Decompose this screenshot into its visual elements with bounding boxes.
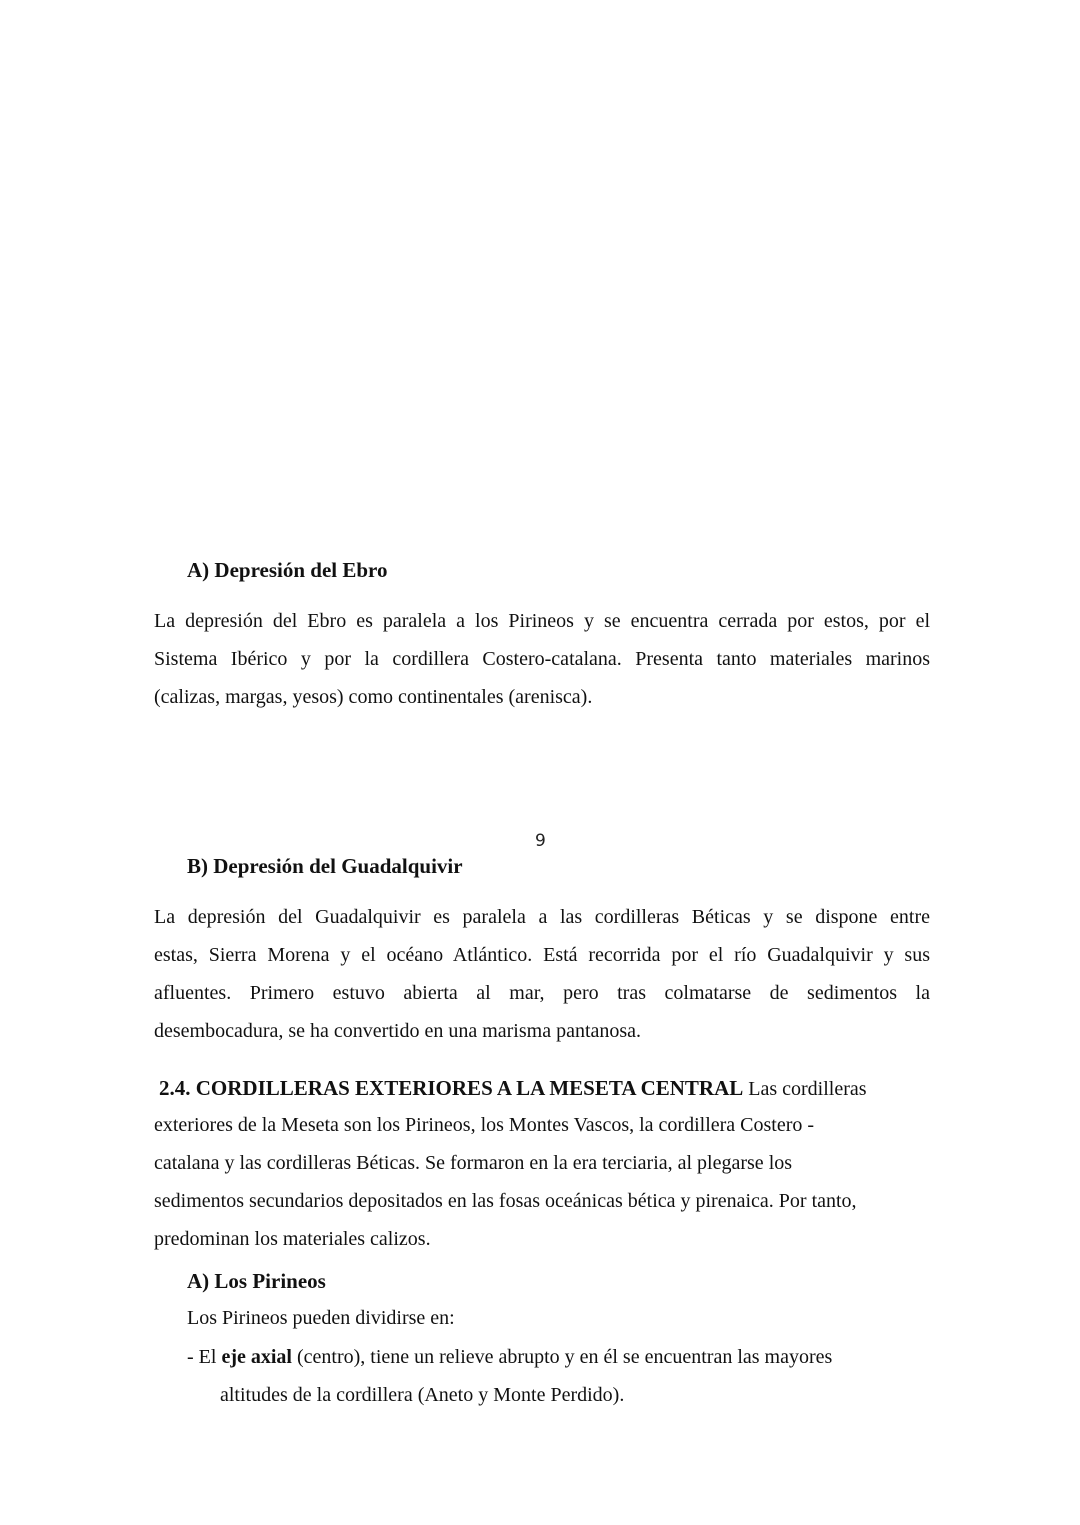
paragraph-line: predominan los materiales calizos. (154, 1228, 431, 1250)
pirineos-intro: Los Pirineos pueden dividirse en: (187, 1307, 455, 1329)
paragraph-line: exteriores de la Meseta son los Pirineos, los Montes Vascos, la cordillera Costero - (154, 1114, 815, 1136)
paragraph-line: sedimentos secundarios depositados en las fosas oceánicas bética y pirenaica. Por tanto, (154, 1190, 857, 1212)
paragraph-line: (calizas, margas, yesos) como continentales (arenisca). (154, 686, 593, 708)
paragraph-line: desembocadura, se ha convertido en una marisma pantanosa. (154, 1020, 642, 1042)
heading-depresion-ebro: A) Depresión del Ebro (187, 558, 388, 582)
paragraph-line: La depresión del Guadalquivir es paralela a las cordilleras Béticas y se dispone entre (154, 906, 930, 928)
heading-depresion-guadalquivir: B) Depresión del Guadalquivir (187, 854, 463, 878)
section-2-4-first-line (159, 1076, 867, 1101)
page-number: 9 (535, 831, 546, 851)
heading-los-pirineos: A) Los Pirineos (187, 1269, 326, 1293)
paragraph-line: catalana y las cordilleras Béticas. Se formaron en la era terciaria, al plegarse los (154, 1152, 793, 1174)
term-eje-axial: eje axial (221, 1346, 292, 1368)
paragraph-line: La depresión del Ebro es paralela a los Pirineos y se encuentra cerrada por estos, por el (154, 610, 930, 632)
section-2-4-title: 2.4. CORDILLERAS EXTERIORES A LA MESETA CENTRAL (159, 1076, 744, 1100)
list-item-eje-axial (187, 1346, 832, 1369)
paragraph-line: estas, Sierra Morena y el océano Atlántico. Está recorrida por el río Guadalquivir y sus (154, 944, 930, 966)
list-item-continuation: altitudes de la cordillera (Aneto y Monte Perdido). (220, 1384, 625, 1406)
paragraph-line: Sistema Ibérico y por la cordillera Costero-catalana. Presenta tanto materiales marinos (154, 648, 930, 670)
list-item-text: (centro), tiene un relieve abrupto y en él se encuentran las mayores (291, 1346, 833, 1368)
section-2-4-title-tail: Las cordilleras (743, 1078, 867, 1100)
list-item-prefix: - El (187, 1346, 222, 1368)
paragraph-line: afluentes. Primero estuvo abierta al mar, pero tras colmatarse de sedimentos la (154, 982, 930, 1004)
